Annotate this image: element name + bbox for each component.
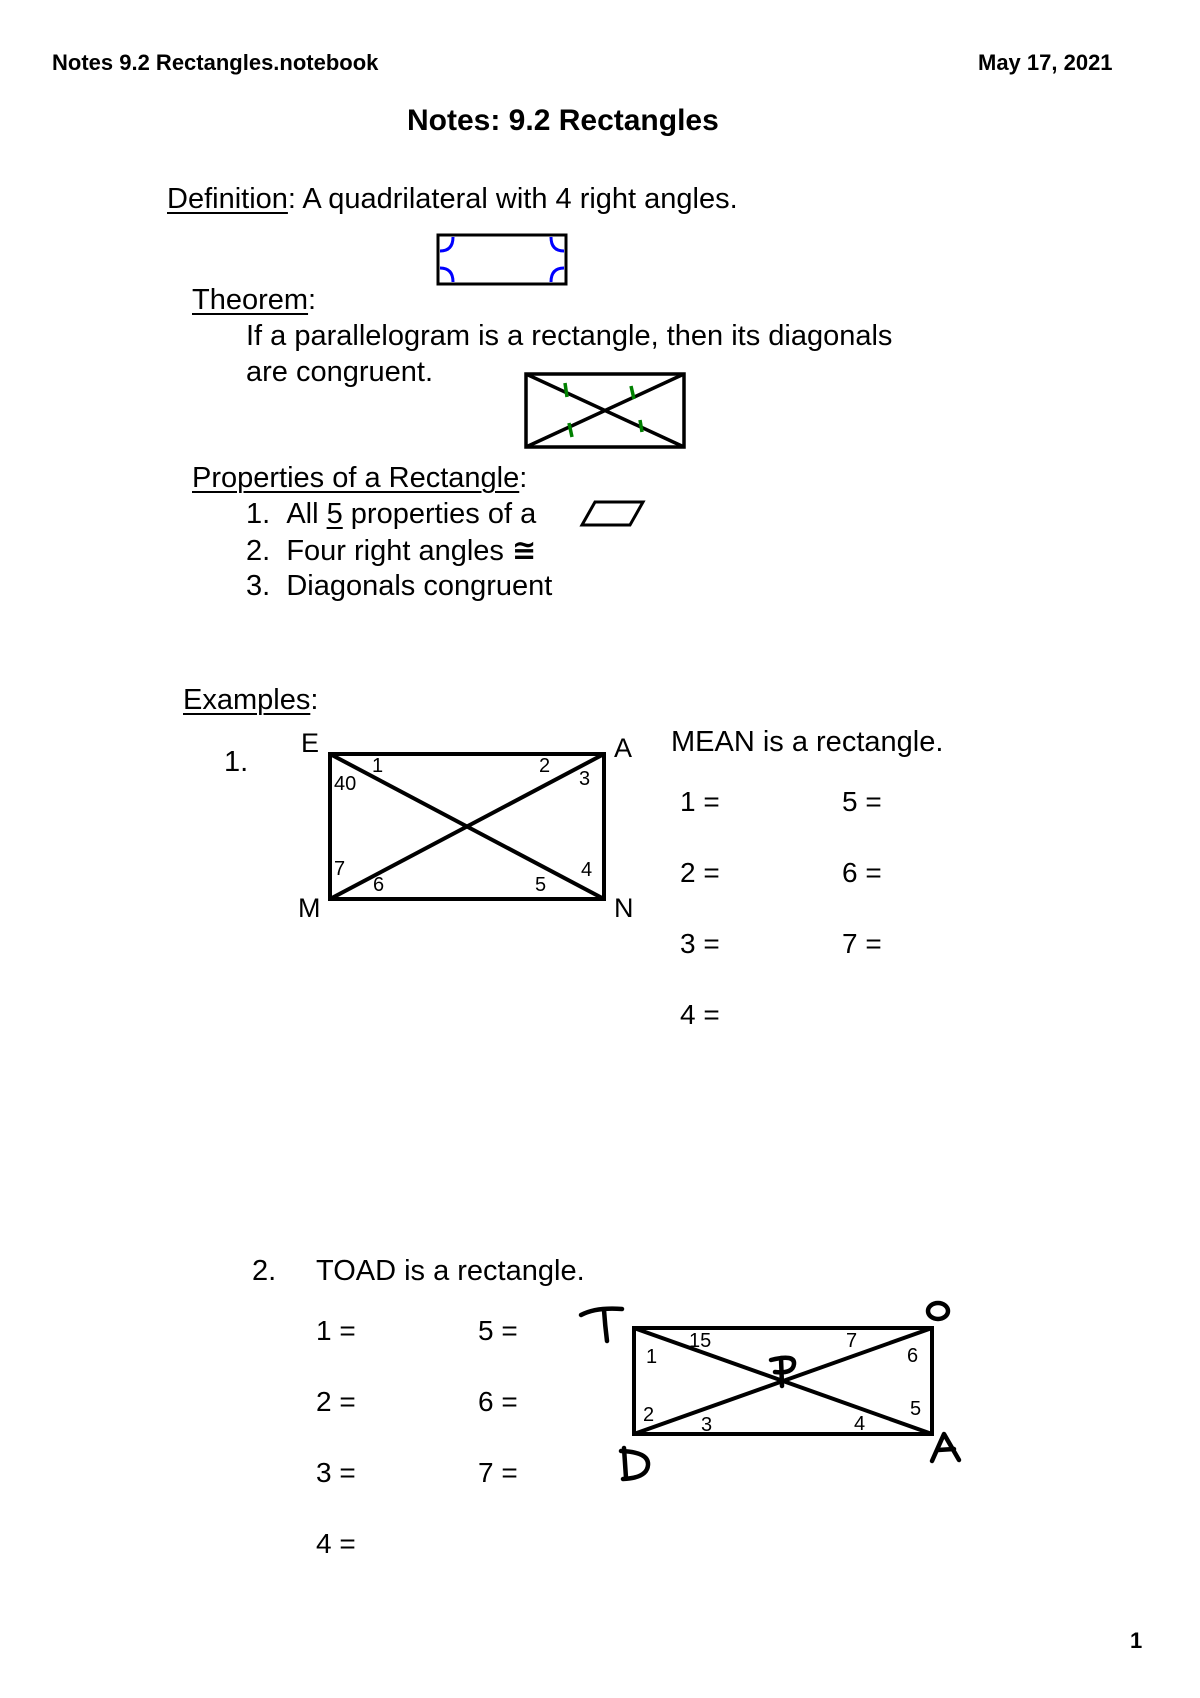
- angle-label: 7: [334, 858, 346, 880]
- answer-blank[interactable]: 4 =: [680, 999, 720, 1030]
- angle-label: 1: [372, 755, 384, 777]
- angle-label: 6: [907, 1345, 919, 1367]
- answer-blank[interactable]: 2 =: [316, 1386, 356, 1417]
- answer-blank[interactable]: 3 =: [680, 928, 720, 959]
- property-item-2: [246, 533, 536, 568]
- vertex-label-o: [925, 1298, 953, 1324]
- answer-blank[interactable]: 5 =: [842, 786, 882, 817]
- angle-label: 5: [910, 1398, 922, 1420]
- theorem-line-1: If a parallelogram is a rectangle, then its diagonals: [246, 320, 893, 352]
- answer-blank[interactable]: 5 =: [478, 1315, 518, 1346]
- document-filename: Notes 9.2 Rectangles.notebook: [52, 50, 379, 75]
- example-2-statement: TOAD is a rectangle.: [316, 1255, 585, 1287]
- example-2-rectangle-figure: [632, 1326, 936, 1436]
- property-text-post: properties of a: [342, 498, 537, 530]
- angle-label: 4: [854, 1413, 866, 1435]
- example-1-statement: MEAN is a rectangle.: [671, 726, 944, 758]
- angle-label: 3: [579, 768, 591, 790]
- angle-label: 3: [701, 1414, 713, 1436]
- angle-label: 4: [581, 859, 593, 881]
- definition-text: : A quadrilateral with 4 right angles.: [287, 183, 738, 215]
- angle-label: 40: [334, 773, 357, 795]
- angle-label: 6: [373, 874, 385, 896]
- theorem-colon: :: [308, 284, 317, 316]
- examples-colon: :: [310, 684, 319, 716]
- angle-label: 2: [643, 1404, 655, 1426]
- theorem-label: Theorem: [192, 284, 309, 316]
- example-1-number: 1.: [224, 746, 249, 778]
- vertex-label-a: A: [614, 733, 633, 763]
- property-item-1: [246, 498, 536, 531]
- vertex-label-t: [578, 1303, 626, 1345]
- properties-heading: [192, 462, 527, 495]
- property-text: Diagonals congruent: [286, 570, 553, 602]
- properties-label: Properties of a Rectangle: [192, 462, 520, 494]
- property-blank-value: 5: [326, 498, 343, 530]
- answer-blank[interactable]: 7 =: [478, 1457, 518, 1488]
- page-number: 1: [1130, 1628, 1143, 1653]
- answer-blank[interactable]: 1 =: [680, 786, 720, 817]
- document-date: May 17, 2021: [978, 50, 1113, 75]
- answer-blank[interactable]: 4 =: [316, 1528, 356, 1559]
- properties-colon: :: [519, 462, 528, 494]
- answer-blank[interactable]: 7 =: [842, 928, 882, 959]
- congruent-symbol: ≅: [512, 533, 537, 567]
- answer-blank[interactable]: 2 =: [680, 857, 720, 888]
- definition-line: [167, 183, 738, 216]
- answer-blank[interactable]: 1 =: [316, 1315, 356, 1346]
- vertex-label-n: N: [614, 893, 634, 923]
- property-text-pre: All: [286, 498, 327, 530]
- answer-blank[interactable]: 6 =: [478, 1386, 518, 1417]
- angle-label: 2: [539, 755, 551, 777]
- property-text: Four right angles: [286, 535, 504, 567]
- property-number: 1.: [246, 498, 271, 530]
- congruent-diagonals-figure: [524, 372, 687, 450]
- answer-blank[interactable]: 6 =: [842, 857, 882, 888]
- angle-label: 7: [846, 1330, 858, 1352]
- definition-label: Definition: [167, 183, 288, 215]
- page-title: Notes: 9.2 Rectangles: [407, 104, 719, 137]
- examples-label: Examples: [183, 684, 311, 716]
- example-2-number: 2.: [252, 1255, 277, 1287]
- theorem-heading: [192, 284, 316, 317]
- theorem-line-2: are congruent.: [246, 356, 434, 388]
- angle-label: 5: [535, 874, 547, 896]
- example-1-rectangle-figure: [328, 752, 608, 902]
- property-number: 3.: [246, 570, 271, 602]
- property-item-3: [246, 570, 552, 603]
- vertex-label-d: [617, 1444, 653, 1484]
- property-number: 2.: [246, 535, 271, 567]
- answer-blank[interactable]: 3 =: [316, 1457, 356, 1488]
- examples-heading: [183, 684, 318, 717]
- angle-label: 1: [646, 1346, 658, 1368]
- vertex-label-e: E: [301, 728, 320, 758]
- parallelogram-icon: [580, 500, 646, 527]
- angle-label: 15: [689, 1330, 712, 1352]
- right-angle-rectangle-figure: [436, 233, 569, 286]
- vertex-label-m: M: [298, 893, 321, 923]
